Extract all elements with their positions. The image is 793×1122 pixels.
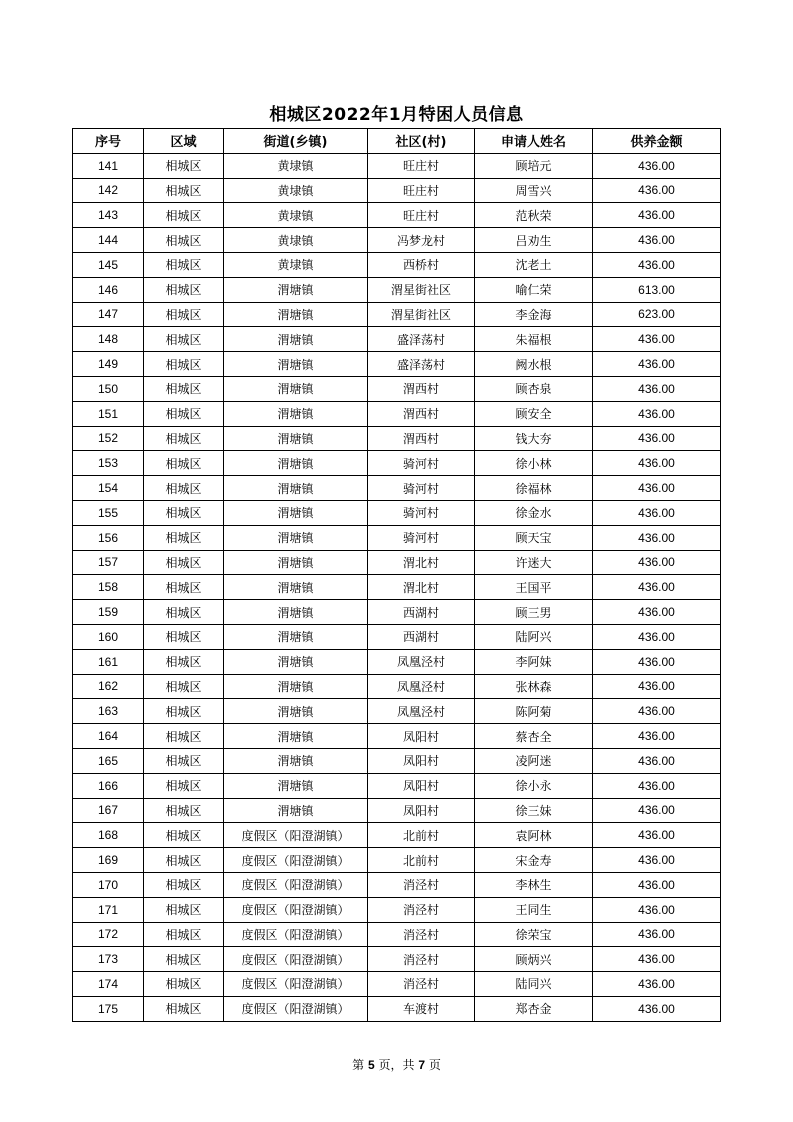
cell-community: 凤凰泾村 — [368, 649, 475, 674]
cell-amount: 436.00 — [593, 922, 721, 947]
cell-street: 渭塘镇 — [224, 724, 368, 749]
cell-amount: 436.00 — [593, 724, 721, 749]
cell-seq: 156 — [73, 525, 144, 550]
cell-street: 渭塘镇 — [224, 699, 368, 724]
total-page-count: 7 — [418, 1058, 426, 1072]
cell-street: 黄埭镇 — [224, 228, 368, 253]
cell-seq: 150 — [73, 376, 144, 401]
cell-community: 凤阳村 — [368, 798, 475, 823]
table-row — [73, 922, 721, 947]
cell-community: 渭西村 — [368, 376, 475, 401]
cell-seq: 153 — [73, 451, 144, 476]
cell-community: 消泾村 — [368, 897, 475, 922]
cell-amount: 613.00 — [593, 277, 721, 302]
table-row — [73, 600, 721, 625]
cell-name: 周雪兴 — [475, 178, 593, 203]
cell-name: 钱大夯 — [475, 426, 593, 451]
cell-district: 相城区 — [144, 476, 224, 501]
table-row — [73, 575, 721, 600]
footer-prefix: 第 — [352, 1058, 365, 1072]
cell-name: 顾天宝 — [475, 525, 593, 550]
table-row — [73, 277, 721, 302]
table-row — [73, 203, 721, 228]
table-row — [73, 327, 721, 352]
cell-community: 渭星街社区 — [368, 277, 475, 302]
cell-amount: 436.00 — [593, 376, 721, 401]
cell-amount: 436.00 — [593, 823, 721, 848]
cell-community: 消泾村 — [368, 947, 475, 972]
cell-amount: 436.00 — [593, 426, 721, 451]
table-body — [73, 153, 721, 1021]
cell-district: 相城区 — [144, 228, 224, 253]
cell-name: 徐福林 — [475, 476, 593, 501]
cell-district: 相城区 — [144, 302, 224, 327]
cell-district: 相城区 — [144, 972, 224, 997]
cell-name: 张林森 — [475, 674, 593, 699]
cell-seq: 157 — [73, 550, 144, 575]
cell-amount: 436.00 — [593, 153, 721, 178]
cell-street: 度假区（阳澄湖镇） — [224, 996, 368, 1021]
cell-community: 骑河村 — [368, 500, 475, 525]
cell-seq: 143 — [73, 203, 144, 228]
table-row — [73, 376, 721, 401]
cell-community: 渭星街社区 — [368, 302, 475, 327]
cell-community: 旺庄村 — [368, 203, 475, 228]
cell-name: 陈阿菊 — [475, 699, 593, 724]
cell-district: 相城区 — [144, 426, 224, 451]
footer-suffix: 页 — [428, 1058, 441, 1072]
cell-seq: 154 — [73, 476, 144, 501]
cell-name: 袁阿林 — [475, 823, 593, 848]
cell-district: 相城区 — [144, 575, 224, 600]
cell-name: 徐小林 — [475, 451, 593, 476]
cell-seq: 160 — [73, 624, 144, 649]
cell-community: 骑河村 — [368, 476, 475, 501]
cell-district: 相城区 — [144, 500, 224, 525]
cell-seq: 163 — [73, 699, 144, 724]
cell-name: 朱福根 — [475, 327, 593, 352]
cell-name: 顾安全 — [475, 401, 593, 426]
cell-seq: 166 — [73, 773, 144, 798]
cell-seq: 161 — [73, 649, 144, 674]
cell-street: 度假区（阳澄湖镇） — [224, 947, 368, 972]
person-info-table — [72, 128, 721, 1022]
cell-street: 度假区（阳澄湖镇） — [224, 972, 368, 997]
header-row — [73, 129, 721, 154]
cell-name: 蔡杏全 — [475, 724, 593, 749]
cell-street: 渭塘镇 — [224, 798, 368, 823]
cell-name: 陆同兴 — [475, 972, 593, 997]
cell-street: 渭塘镇 — [224, 277, 368, 302]
cell-amount: 436.00 — [593, 872, 721, 897]
cell-district: 相城区 — [144, 748, 224, 773]
cell-seq: 146 — [73, 277, 144, 302]
cell-community: 旺庄村 — [368, 153, 475, 178]
table-row — [73, 401, 721, 426]
cell-amount: 436.00 — [593, 897, 721, 922]
cell-street: 渭塘镇 — [224, 476, 368, 501]
cell-community: 消泾村 — [368, 972, 475, 997]
cell-street: 渭塘镇 — [224, 748, 368, 773]
cell-amount: 436.00 — [593, 575, 721, 600]
cell-amount: 436.00 — [593, 773, 721, 798]
cell-street: 渭塘镇 — [224, 649, 368, 674]
column-header-name: 申请人姓名 — [475, 129, 593, 154]
cell-amount: 436.00 — [593, 476, 721, 501]
footer-middle: 页，共 — [378, 1058, 415, 1072]
cell-street: 度假区（阳澄湖镇） — [224, 823, 368, 848]
cell-seq: 162 — [73, 674, 144, 699]
cell-community: 盛泽荡村 — [368, 327, 475, 352]
table-row — [73, 624, 721, 649]
cell-street: 渭塘镇 — [224, 426, 368, 451]
cell-district: 相城区 — [144, 724, 224, 749]
table-row — [73, 773, 721, 798]
cell-street: 黄埭镇 — [224, 178, 368, 203]
cell-district: 相城区 — [144, 649, 224, 674]
cell-street: 渭塘镇 — [224, 674, 368, 699]
cell-community: 北前村 — [368, 848, 475, 873]
cell-amount: 436.00 — [593, 451, 721, 476]
cell-name: 王同生 — [475, 897, 593, 922]
table-row — [73, 996, 721, 1021]
table-row — [73, 426, 721, 451]
cell-district: 相城区 — [144, 376, 224, 401]
cell-street: 渭塘镇 — [224, 575, 368, 600]
table-row — [73, 897, 721, 922]
column-header-street: 街道(乡镇) — [224, 129, 368, 154]
cell-name: 徐金水 — [475, 500, 593, 525]
table-row — [73, 500, 721, 525]
cell-district: 相城区 — [144, 600, 224, 625]
table-row — [73, 823, 721, 848]
cell-name: 李阿妹 — [475, 649, 593, 674]
cell-community: 盛泽荡村 — [368, 352, 475, 377]
table-row — [73, 724, 721, 749]
cell-district: 相城区 — [144, 996, 224, 1021]
cell-seq: 159 — [73, 600, 144, 625]
cell-name: 宋金寿 — [475, 848, 593, 873]
cell-amount: 436.00 — [593, 972, 721, 997]
cell-community: 西湖村 — [368, 624, 475, 649]
table-row — [73, 178, 721, 203]
cell-district: 相城区 — [144, 674, 224, 699]
cell-street: 度假区（阳澄湖镇） — [224, 848, 368, 873]
table-row — [73, 476, 721, 501]
cell-community: 北前村 — [368, 823, 475, 848]
cell-community: 凤阳村 — [368, 773, 475, 798]
cell-amount: 436.00 — [593, 228, 721, 253]
current-page-number: 5 — [367, 1058, 375, 1072]
cell-seq: 148 — [73, 327, 144, 352]
cell-district: 相城区 — [144, 798, 224, 823]
cell-street: 渭塘镇 — [224, 376, 368, 401]
cell-street: 渭塘镇 — [224, 500, 368, 525]
cell-street: 渭塘镇 — [224, 302, 368, 327]
table-row — [73, 550, 721, 575]
cell-street: 渭塘镇 — [224, 401, 368, 426]
table-row — [73, 674, 721, 699]
cell-district: 相城区 — [144, 203, 224, 228]
cell-district: 相城区 — [144, 327, 224, 352]
cell-name: 顾三男 — [475, 600, 593, 625]
table-header — [73, 129, 721, 154]
page-footer — [0, 1056, 793, 1073]
cell-street: 渭塘镇 — [224, 773, 368, 798]
cell-community: 渭北村 — [368, 575, 475, 600]
cell-seq: 168 — [73, 823, 144, 848]
cell-community: 渭西村 — [368, 401, 475, 426]
cell-seq: 155 — [73, 500, 144, 525]
cell-community: 凤凰泾村 — [368, 674, 475, 699]
cell-amount: 436.00 — [593, 947, 721, 972]
cell-district: 相城区 — [144, 624, 224, 649]
cell-name: 阙水根 — [475, 352, 593, 377]
table-row — [73, 649, 721, 674]
cell-name: 李林生 — [475, 872, 593, 897]
cell-community: 骑河村 — [368, 525, 475, 550]
cell-seq: 165 — [73, 748, 144, 773]
cell-seq: 151 — [73, 401, 144, 426]
cell-name: 徐小永 — [475, 773, 593, 798]
cell-community: 渭北村 — [368, 550, 475, 575]
table-row — [73, 699, 721, 724]
cell-street: 度假区（阳澄湖镇） — [224, 872, 368, 897]
cell-community: 渭西村 — [368, 426, 475, 451]
column-header-district: 区域 — [144, 129, 224, 154]
column-header-amount: 供养金额 — [593, 129, 721, 154]
cell-name: 喻仁荣 — [475, 277, 593, 302]
cell-community: 旺庄村 — [368, 178, 475, 203]
cell-amount: 623.00 — [593, 302, 721, 327]
cell-amount: 436.00 — [593, 699, 721, 724]
cell-district: 相城区 — [144, 451, 224, 476]
cell-amount: 436.00 — [593, 848, 721, 873]
cell-amount: 436.00 — [593, 252, 721, 277]
cell-seq: 164 — [73, 724, 144, 749]
cell-community: 骑河村 — [368, 451, 475, 476]
table-row — [73, 228, 721, 253]
cell-amount: 436.00 — [593, 996, 721, 1021]
cell-community: 消泾村 — [368, 922, 475, 947]
cell-seq: 169 — [73, 848, 144, 873]
cell-seq: 174 — [73, 972, 144, 997]
table-row — [73, 252, 721, 277]
cell-amount: 436.00 — [593, 550, 721, 575]
document-title: 相城区2022年1月特困人员信息 — [269, 105, 524, 125]
cell-seq: 175 — [73, 996, 144, 1021]
cell-street: 渭塘镇 — [224, 525, 368, 550]
cell-name: 顾杏泉 — [475, 376, 593, 401]
table-row — [73, 451, 721, 476]
cell-street: 渭塘镇 — [224, 600, 368, 625]
cell-street: 黄埭镇 — [224, 252, 368, 277]
cell-seq: 172 — [73, 922, 144, 947]
cell-district: 相城区 — [144, 153, 224, 178]
cell-amount: 436.00 — [593, 203, 721, 228]
cell-name: 王国平 — [475, 575, 593, 600]
table-row — [73, 972, 721, 997]
cell-district: 相城区 — [144, 773, 224, 798]
cell-name: 许迷大 — [475, 550, 593, 575]
cell-community: 凤阳村 — [368, 748, 475, 773]
cell-name: 凌阿迷 — [475, 748, 593, 773]
cell-amount: 436.00 — [593, 748, 721, 773]
table-row — [73, 525, 721, 550]
cell-amount: 436.00 — [593, 500, 721, 525]
cell-amount: 436.00 — [593, 600, 721, 625]
cell-name: 顾培元 — [475, 153, 593, 178]
cell-amount: 436.00 — [593, 327, 721, 352]
cell-name: 徐三妹 — [475, 798, 593, 823]
cell-amount: 436.00 — [593, 401, 721, 426]
cell-street: 渭塘镇 — [224, 624, 368, 649]
cell-district: 相城区 — [144, 872, 224, 897]
cell-amount: 436.00 — [593, 525, 721, 550]
cell-street: 渭塘镇 — [224, 550, 368, 575]
cell-district: 相城区 — [144, 550, 224, 575]
cell-name: 范秋荣 — [475, 203, 593, 228]
cell-seq: 167 — [73, 798, 144, 823]
cell-district: 相城区 — [144, 525, 224, 550]
cell-community: 冯梦龙村 — [368, 228, 475, 253]
cell-district: 相城区 — [144, 848, 224, 873]
cell-seq: 141 — [73, 153, 144, 178]
table-row — [73, 153, 721, 178]
cell-amount: 436.00 — [593, 624, 721, 649]
cell-district: 相城区 — [144, 922, 224, 947]
cell-seq: 158 — [73, 575, 144, 600]
cell-seq: 142 — [73, 178, 144, 203]
cell-street: 度假区（阳澄湖镇） — [224, 897, 368, 922]
cell-amount: 436.00 — [593, 178, 721, 203]
cell-street: 黄埭镇 — [224, 153, 368, 178]
cell-community: 凤阳村 — [368, 724, 475, 749]
cell-amount: 436.00 — [593, 649, 721, 674]
cell-district: 相城区 — [144, 352, 224, 377]
cell-name: 陆阿兴 — [475, 624, 593, 649]
table-row — [73, 947, 721, 972]
cell-district: 相城区 — [144, 401, 224, 426]
cell-street: 渭塘镇 — [224, 451, 368, 476]
cell-street: 度假区（阳澄湖镇） — [224, 922, 368, 947]
cell-district: 相城区 — [144, 947, 224, 972]
cell-name: 徐荣宝 — [475, 922, 593, 947]
cell-seq: 149 — [73, 352, 144, 377]
cell-name: 吕劝生 — [475, 228, 593, 253]
cell-amount: 436.00 — [593, 674, 721, 699]
cell-street: 黄埭镇 — [224, 203, 368, 228]
cell-seq: 152 — [73, 426, 144, 451]
cell-district: 相城区 — [144, 897, 224, 922]
cell-name: 李金海 — [475, 302, 593, 327]
table-row — [73, 872, 721, 897]
table-row — [73, 352, 721, 377]
cell-seq: 147 — [73, 302, 144, 327]
cell-seq: 144 — [73, 228, 144, 253]
table-row — [73, 748, 721, 773]
cell-seq: 145 — [73, 252, 144, 277]
cell-community: 车渡村 — [368, 996, 475, 1021]
cell-community: 西桥村 — [368, 252, 475, 277]
cell-district: 相城区 — [144, 277, 224, 302]
cell-seq: 173 — [73, 947, 144, 972]
cell-district: 相城区 — [144, 252, 224, 277]
cell-district: 相城区 — [144, 178, 224, 203]
cell-district: 相城区 — [144, 823, 224, 848]
cell-community: 西湖村 — [368, 600, 475, 625]
cell-street: 渭塘镇 — [224, 352, 368, 377]
column-header-seq: 序号 — [73, 129, 144, 154]
cell-seq: 170 — [73, 872, 144, 897]
cell-street: 渭塘镇 — [224, 327, 368, 352]
cell-community: 凤凰泾村 — [368, 699, 475, 724]
cell-name: 顾炳兴 — [475, 947, 593, 972]
cell-name: 郑杏金 — [475, 996, 593, 1021]
cell-seq: 171 — [73, 897, 144, 922]
column-header-community: 社区(村) — [368, 129, 475, 154]
cell-name: 沈老土 — [475, 252, 593, 277]
table-row — [73, 798, 721, 823]
cell-amount: 436.00 — [593, 352, 721, 377]
cell-amount: 436.00 — [593, 798, 721, 823]
table-row — [73, 302, 721, 327]
cell-district: 相城区 — [144, 699, 224, 724]
cell-community: 消泾村 — [368, 872, 475, 897]
table-row — [73, 848, 721, 873]
